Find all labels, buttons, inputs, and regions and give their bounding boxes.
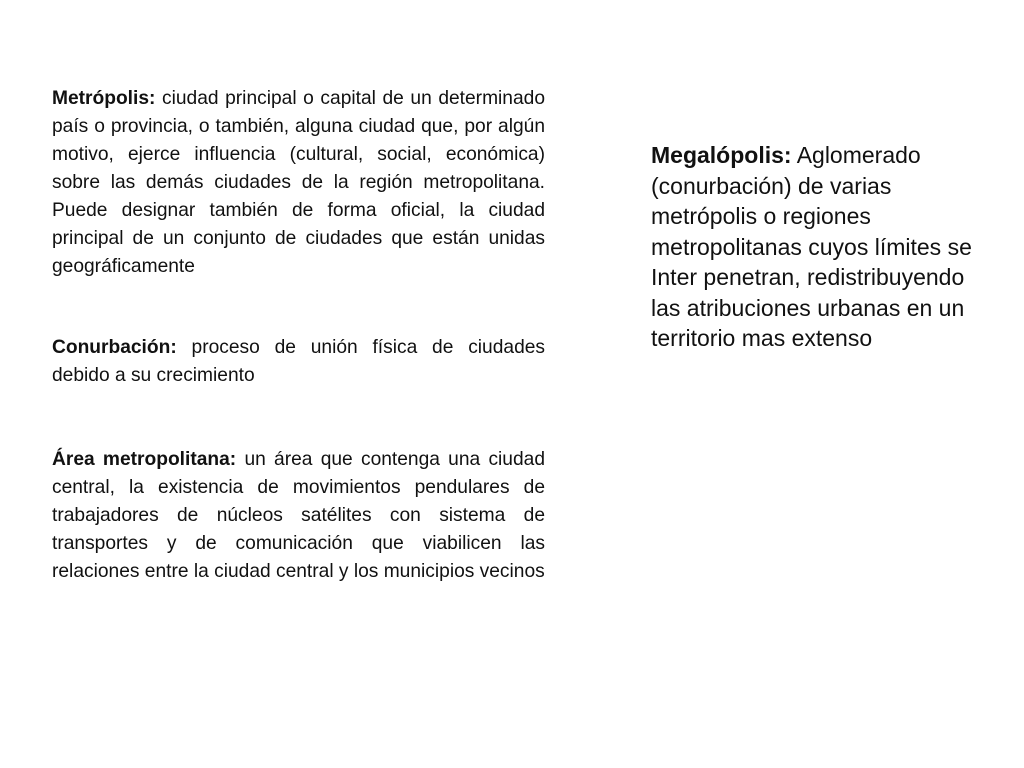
- definition-megalopolis-text: Aglomerado (conurbación) de varias metrópolis o regiones metropolitanas cuyos límites se Inter penetran, redistribuyendo las atribuciones urbanas en un territorio mas extenso: [651, 142, 972, 351]
- definition-metropolis: [52, 85, 545, 281]
- term-conurbacion: Conurbación:: [52, 337, 177, 358]
- definition-megalopolis: [651, 140, 981, 354]
- term-metropolis: Metrópolis:: [52, 88, 156, 109]
- left-definitions-column: [52, 85, 545, 586]
- definition-metropolis-text: ciudad principal o capital de un determinado país o provincia, o también, alguna ciudad que, por algún motivo, ejerce influencia (cultural, social, económica) sobre las demás ciudades de la región metropolitana. Puede designar también de forma oficial, la ciudad principal de un conjunto de ciudades que están unidas geográficamente: [52, 88, 545, 277]
- definition-conurbacion: [52, 334, 545, 390]
- term-megalopolis: Megalópolis:: [651, 142, 792, 168]
- right-definition-column: [651, 140, 981, 354]
- definition-area-metropolitana: [52, 446, 545, 586]
- term-area-metropolitana: Área metropolitana:: [52, 449, 237, 470]
- definition-conurbacion-text: proceso de unión física de ciudades debido a su crecimiento: [52, 337, 546, 386]
- definition-area-metropolitana-text: un área que contenga una ciudad central, la existencia de movimientos pendulares de trabajadores de núcleos satélites con sistema de transportes y de comunicación que viabilicen las relaciones entre la ciudad central y los municipios vecinos: [52, 449, 545, 582]
